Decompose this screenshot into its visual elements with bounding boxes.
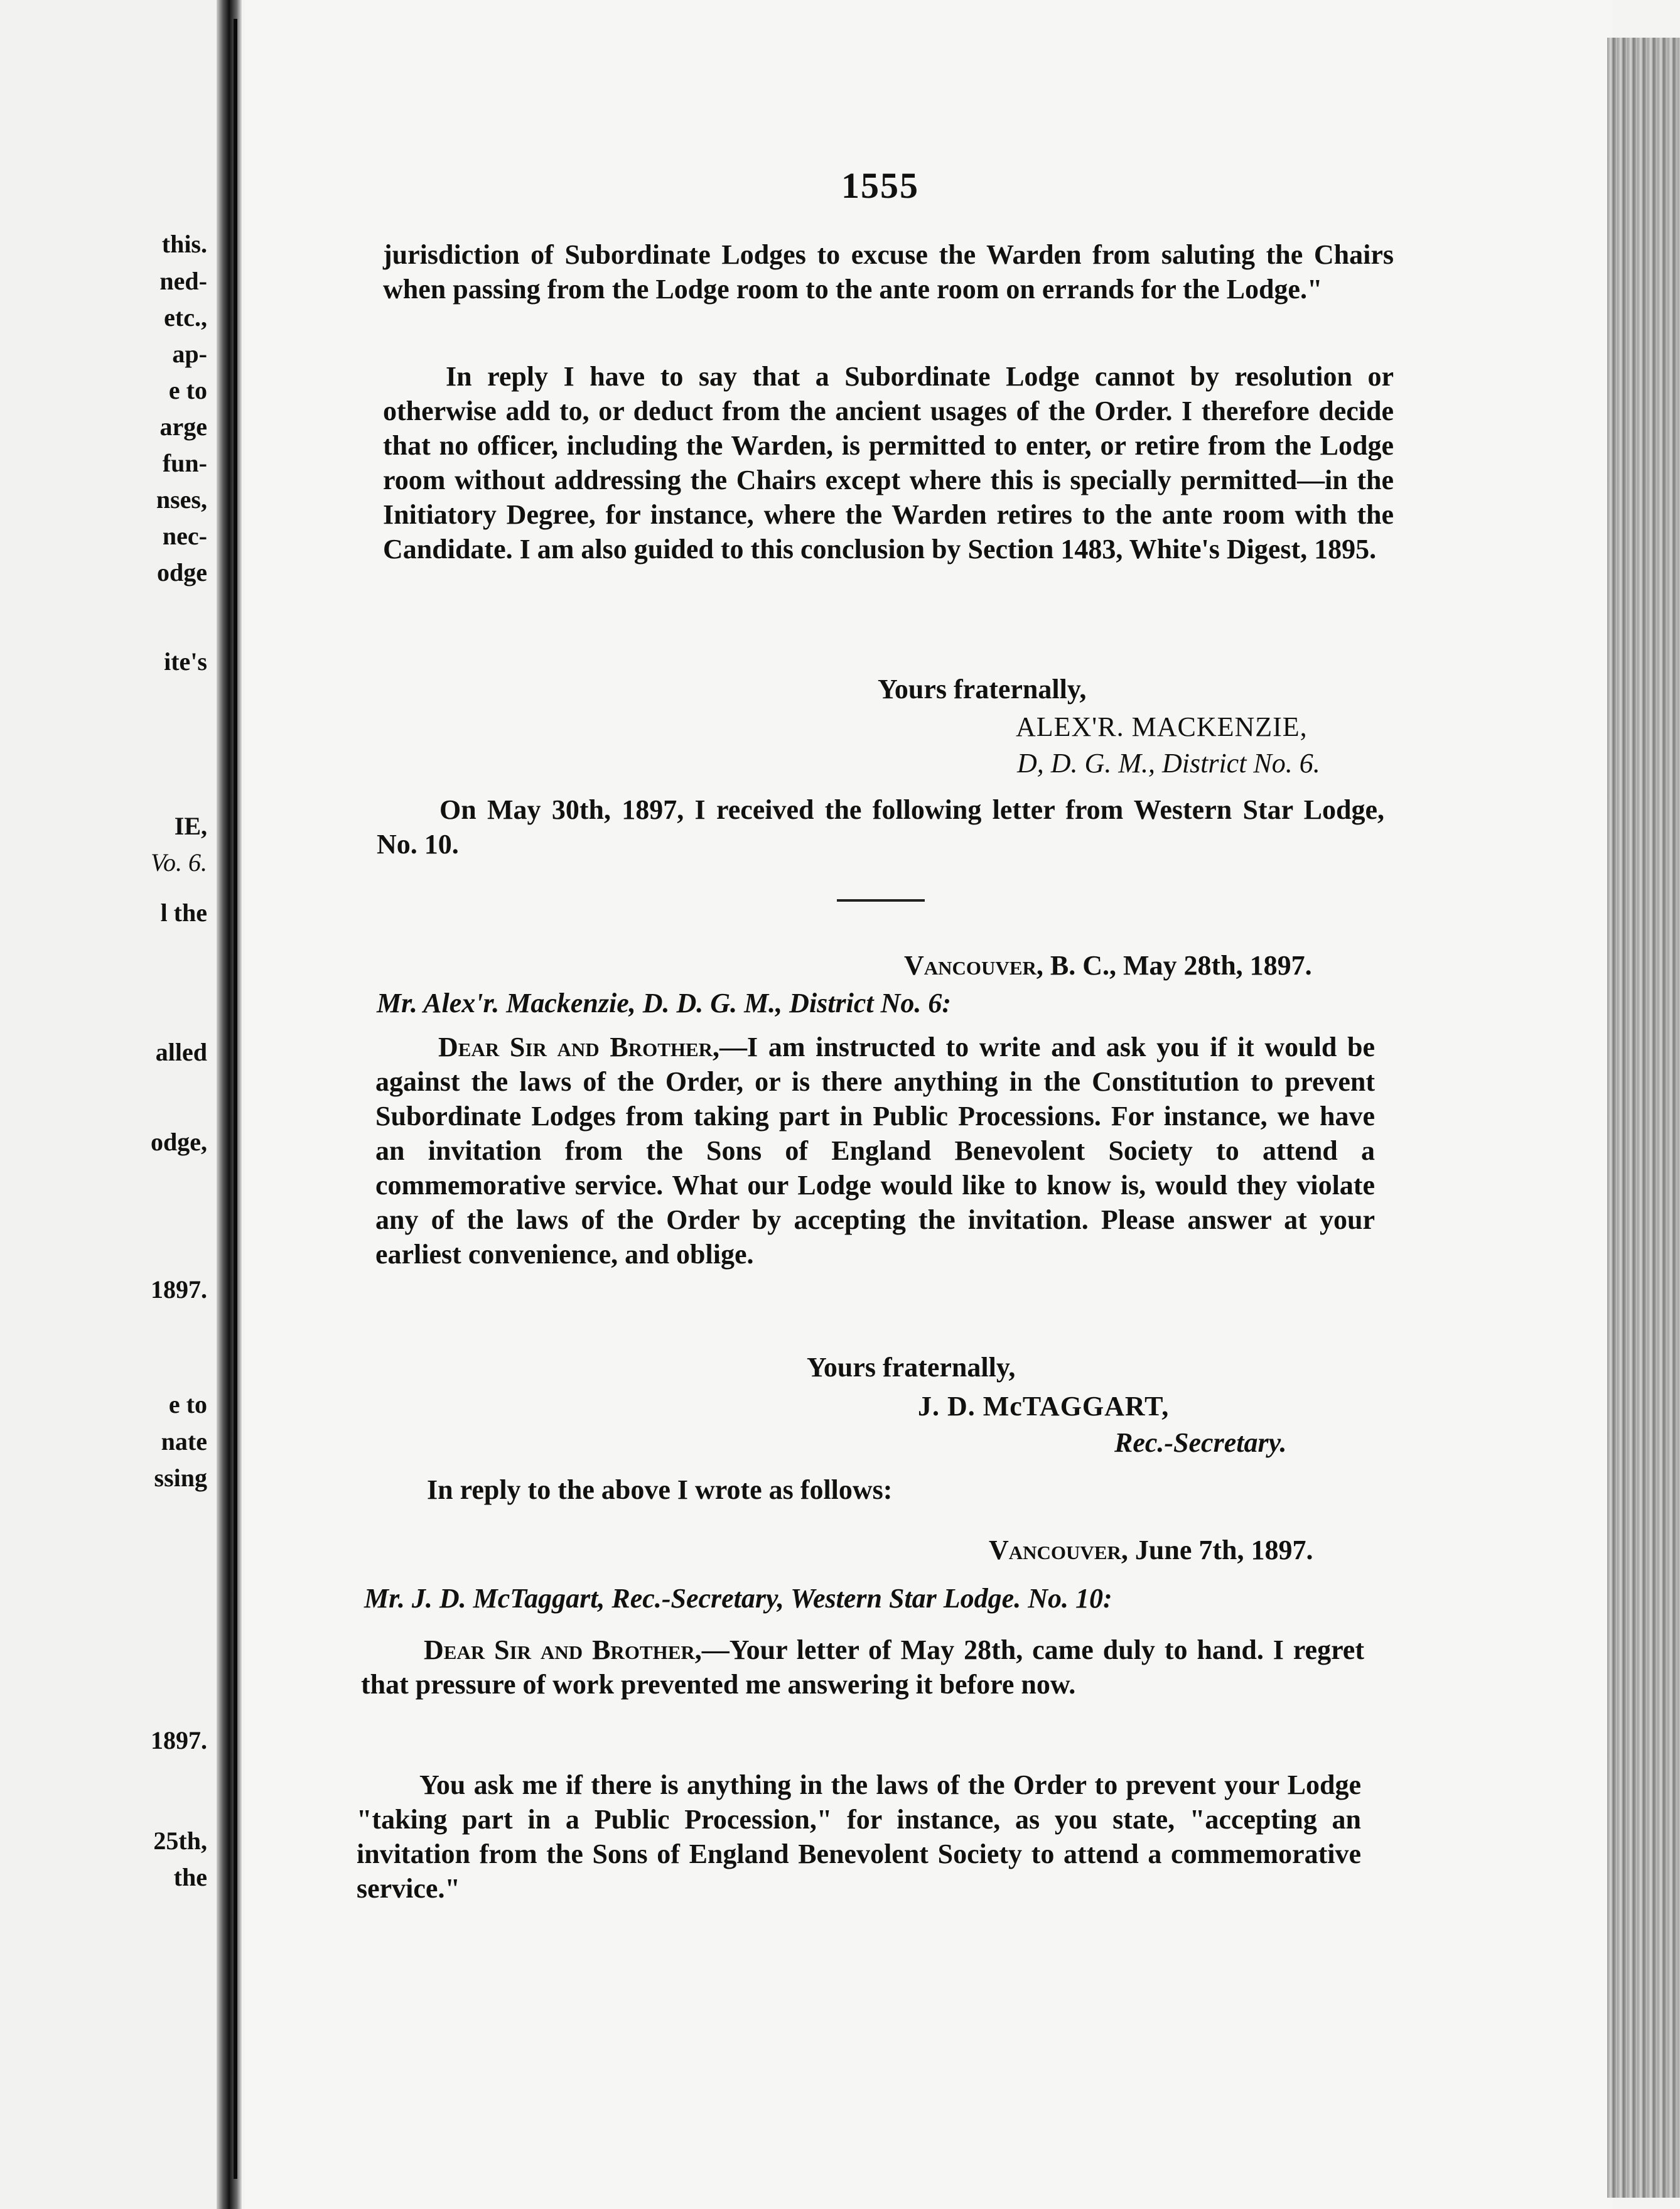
- letter2-body-paragraph: [361, 1633, 1364, 1702]
- left-page-fragment: ite's: [164, 647, 207, 676]
- left-page-fragment: 25th,: [153, 1827, 207, 1855]
- left-facing-page: [0, 0, 220, 2209]
- paragraph-final: You ask me if there is anything in the laws of the Order to prevent your Lodge "taking part in a Public Procession," for instance, as you state, "accepting an invitation from the Sons of England Benevolent Society to attend a commemorative service.": [357, 1769, 1361, 1904]
- signature-name: ALEX'R. MACKENZIE,: [1016, 711, 1308, 742]
- letter1-body-paragraph: [375, 1030, 1375, 1272]
- signature-title: D, D. G. M., District No. 6.: [1017, 748, 1320, 779]
- paragraph-received: On May 30th, 1897, I received the following letter from Western Star Lodge, No. 10.: [377, 794, 1384, 860]
- paragraph-reply: In reply I have to say that a Subordinate Lodge cannot by resolution or otherwise add to, or deduct from the ancient usages of the Order. I therefore decide that no officer, including the Warden, is permitted to enter, or retire from the Lodge room without addressing the Chairs except where this is specially permitted—in the Initiatory Degree, for instance, where the Warden retires to the ante room with the Candidate. I am also guided to this conclusion by Section 1483, White's Digest, 1895.: [383, 361, 1394, 564]
- letter1-date: B. C., May 28th, 1897.: [1050, 950, 1312, 981]
- left-page-fragment: nec-: [162, 522, 207, 550]
- letter2-place: Vancouver,: [989, 1535, 1128, 1565]
- left-page-fragment: nses,: [156, 485, 207, 514]
- left-page-fragment: odge,: [151, 1128, 207, 1156]
- letter1-signature-name: J. D. McTAGGART,: [918, 1391, 1170, 1422]
- left-page-fragment: ap-: [172, 340, 207, 368]
- left-page-fragment: e to: [168, 1390, 207, 1418]
- left-page-fragment: ned-: [159, 267, 207, 295]
- letter1-signature-title: Rec.-Secretary.: [1114, 1427, 1287, 1458]
- left-page-fragment: e to: [168, 376, 207, 404]
- left-page-fragment: alled: [155, 1038, 207, 1066]
- left-page-fragment: 1897.: [151, 1726, 207, 1754]
- letter2-body: —Your letter of May 28th, came duly to hand. I regret that pressure of work prevented me answering it before now.: [361, 1634, 1364, 1700]
- left-page-fragment: etc.,: [164, 303, 207, 332]
- left-page-fragment: Vo. 6.: [151, 848, 207, 877]
- paragraph-reply-intro: In reply to the above I wrote as follows:: [427, 1474, 893, 1505]
- gutter-shadow: [234, 19, 237, 2179]
- letter1-addressee: Mr. Alex'r. Mackenzie, D. D. G. M., District No. 6:: [377, 988, 952, 1018]
- left-page-fragment: odge: [157, 558, 207, 586]
- letter2-salutation: Dear Sir and Brother,: [424, 1634, 702, 1665]
- left-page-fragment: this.: [161, 230, 207, 258]
- left-page-fragment: the: [173, 1863, 207, 1891]
- section-divider: [837, 899, 925, 902]
- left-page-fragment: l the: [160, 899, 207, 927]
- left-page-fragment: ssing: [154, 1464, 207, 1492]
- left-page-fragment: arge: [159, 413, 207, 441]
- letter2-addressee: Mr. J. D. McTaggart, Rec.-Secretary, Western Star Lodge. No. 10:: [364, 1583, 1112, 1614]
- left-page-fragment: 1897.: [151, 1275, 207, 1304]
- signature-closing: Yours fraternally,: [878, 674, 1087, 705]
- letter1-dateline: [904, 949, 1312, 981]
- letter1-closing: Yours fraternally,: [807, 1352, 1016, 1383]
- left-page-fragment: fun-: [162, 449, 207, 477]
- left-page-fragment: IE,: [174, 812, 207, 840]
- letter1-salutation: Dear Sir and Brother,: [438, 1032, 720, 1062]
- left-page-fragment: nate: [161, 1427, 207, 1456]
- letter1-place: Vancouver,: [904, 950, 1043, 981]
- page-number: 1555: [841, 165, 919, 206]
- page-edges: [1607, 38, 1680, 2198]
- book-gutter: [217, 0, 242, 2209]
- letter1-body: —I am instructed to write and ask you if it would be against the laws of the Order, or is there anything in the Constitution to prevent Subordinate Lodges from taking part in Public Processions. For instance, we have an invitation from the Sons of England Benevolent Society to attend a commemorative service. What our Lodge would like to know is, would they violate any of the laws of the Order by accepting the invitation. Please answer at your earliest convenience, and oblige.: [375, 1032, 1375, 1270]
- letter2-dateline: [989, 1534, 1313, 1566]
- paragraph-continuation: jurisdiction of Subordinate Lodges to excuse the Warden from saluting the Chairs when passing from the Lodge room to the ante room on errands for the Lodge.": [383, 239, 1394, 305]
- letter2-date: June 7th, 1897.: [1134, 1535, 1313, 1565]
